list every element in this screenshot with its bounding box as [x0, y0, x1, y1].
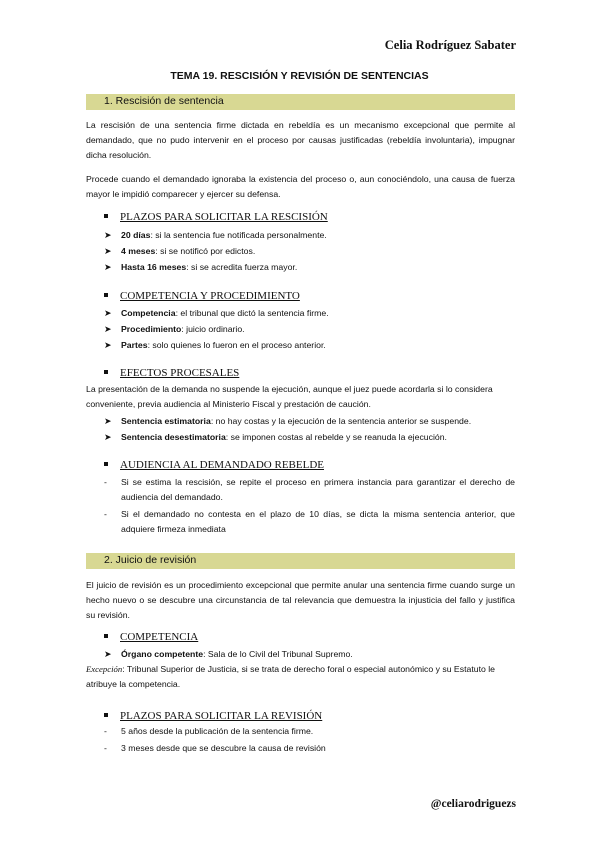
item-term: Procedimiento [121, 324, 182, 334]
square-bullet-icon [104, 370, 108, 374]
author-handle: @celiarodriguezs [430, 798, 516, 810]
author-name: Celia Rodríguez Sabater [384, 38, 516, 52]
item-text: : el tribunal que dictó la sentencia firme. [175, 308, 329, 318]
item-text: : se imponen costas al rebelde y se reanuda la ejecución. [225, 432, 447, 442]
item-term: Hasta 16 meses [121, 262, 187, 272]
arrow-bullet-icon: ➤ [104, 262, 112, 272]
section-heading-label: 2. Juicio de revisión [104, 554, 197, 566]
arrow-bullet-icon: ➤ [104, 230, 112, 240]
item-term: Sentencia estimatoria [121, 416, 211, 426]
square-bullet-icon [104, 293, 108, 297]
subheading-efectos-procesales [104, 367, 239, 379]
arrow-bullet-icon: ➤ [104, 246, 112, 256]
list-item [104, 741, 515, 756]
arrow-bullet-icon: ➤ [104, 649, 112, 659]
section-heading-label: 1. Rescisión de sentencia [104, 95, 224, 107]
arrow-bullet-icon: ➤ [104, 340, 112, 350]
subheading-label: COMPETENCIA Y PROCEDIMIENTO [120, 290, 300, 302]
list-item [104, 724, 515, 739]
subheading-competencia [104, 631, 198, 643]
item-term: 4 meses [121, 246, 156, 256]
paragraph-efectos: La presentación de la demanda no suspende la ejecución, aunque el juez puede acordarla si lo considera conveniente, previa audiencia al Ministerio Fiscal y prestación de caución. [86, 384, 493, 410]
item-text: : no hay costas y la ejecución de la sentencia anterior se suspende. [210, 416, 472, 426]
arrow-bullet-icon: ➤ [104, 432, 112, 442]
arrow-bullet-icon: ➤ [104, 308, 112, 318]
item-text: : si la sentencia fue notificada personalmente. [150, 230, 327, 240]
paragraph-rescision-intro: La rescisión de una sentencia firme dictada en rebeldía es un mecanismo excepcional que permite al demandado, que no pudo intervenir en el proceso por causas justificadas (rebeldía involuntaria), impugnar dicha resolución. [86, 120, 515, 161]
item-text: Si el demandado no contesta en el plazo de 10 días, se dicta la misma sentencia anterior, que adquiere firmeza inmediata [121, 509, 515, 535]
item-term: Órgano competente [121, 649, 204, 659]
subheading-label: EFECTOS PROCESALES [120, 367, 240, 379]
item-text: : Sala de lo Civil del Tribunal Supremo. [203, 649, 353, 659]
excepcion-label: Excepción [86, 664, 123, 674]
item-text: : si se acredita fuerza mayor. [186, 262, 298, 272]
subheading-audiencia-rebelde [104, 459, 324, 471]
arrow-bullet-icon: ➤ [104, 324, 112, 334]
subheading-plazos-revision [104, 710, 322, 722]
subheading-label: AUDIENCIA AL DEMANDADO REBELDE [120, 459, 324, 471]
section-heading-revision [86, 553, 515, 569]
subheading-competencia-procedimiento [104, 290, 300, 302]
dash-bullet-icon: - [104, 726, 107, 736]
subheading-label: PLAZOS PARA SOLICITAR LA REVISIÓN [120, 710, 323, 722]
document-title: TEMA 19. RESCISIÓN Y REVISIÓN DE SENTENCIAS [170, 70, 429, 82]
arrow-bullet-icon: ➤ [104, 416, 112, 426]
subheading-label: PLAZOS PARA SOLICITAR LA RESCISIÓN [120, 211, 328, 223]
paragraph-rescision-procede: Procede cuando el demandado ignoraba la existencia del proceso o, aun conociéndolo, una causa de fuerza mayor le impidió comparecer y ejercer su defensa. [86, 174, 515, 200]
subheading-plazos-rescision [104, 211, 328, 223]
item-term: Partes [121, 340, 148, 350]
square-bullet-icon [104, 634, 108, 638]
item-text: 5 años desde la publicación de la sentencia firme. [121, 726, 314, 736]
square-bullet-icon [104, 214, 108, 218]
square-bullet-icon [104, 462, 108, 466]
section-heading-rescision [86, 94, 515, 110]
item-text: Si se estima la rescisión, se repite el proceso en primera instancia para garantizar el derecho de audiencia del demandado. [121, 477, 515, 503]
paragraph-revision-intro: El juicio de revisión es un procedimiento excepcional que permite anular una sentencia firme cuando surge un hecho nuevo o se descubre una circunstancia de tal relevancia que demuestra la injusticia del fallo y justifica su revisión. [86, 580, 515, 621]
list-item [104, 475, 515, 505]
item-text: : solo quienes lo fueron en el proceso anterior. [147, 340, 326, 350]
item-text: : si se notificó por edictos. [155, 246, 256, 256]
item-term: Competencia [121, 308, 176, 318]
square-bullet-icon [104, 713, 108, 717]
paragraph-excepcion [86, 662, 515, 692]
dash-bullet-icon: - [104, 743, 107, 753]
item-term: Sentencia desestimatoria [121, 432, 226, 442]
item-text: : juicio ordinario. [181, 324, 245, 334]
item-term: 20 días [121, 230, 151, 240]
subheading-label: COMPETENCIA [120, 631, 199, 643]
list-item [104, 507, 515, 537]
dash-bullet-icon: - [104, 509, 107, 519]
item-text: 3 meses desde que se descubre la causa de revisión [121, 743, 326, 753]
dash-bullet-icon: - [104, 477, 107, 487]
excepcion-text: : Tribunal Superior de Justicia, si se trata de derecho foral o especial autonómico y su Estatuto le atribuye la competencia. [86, 664, 495, 690]
